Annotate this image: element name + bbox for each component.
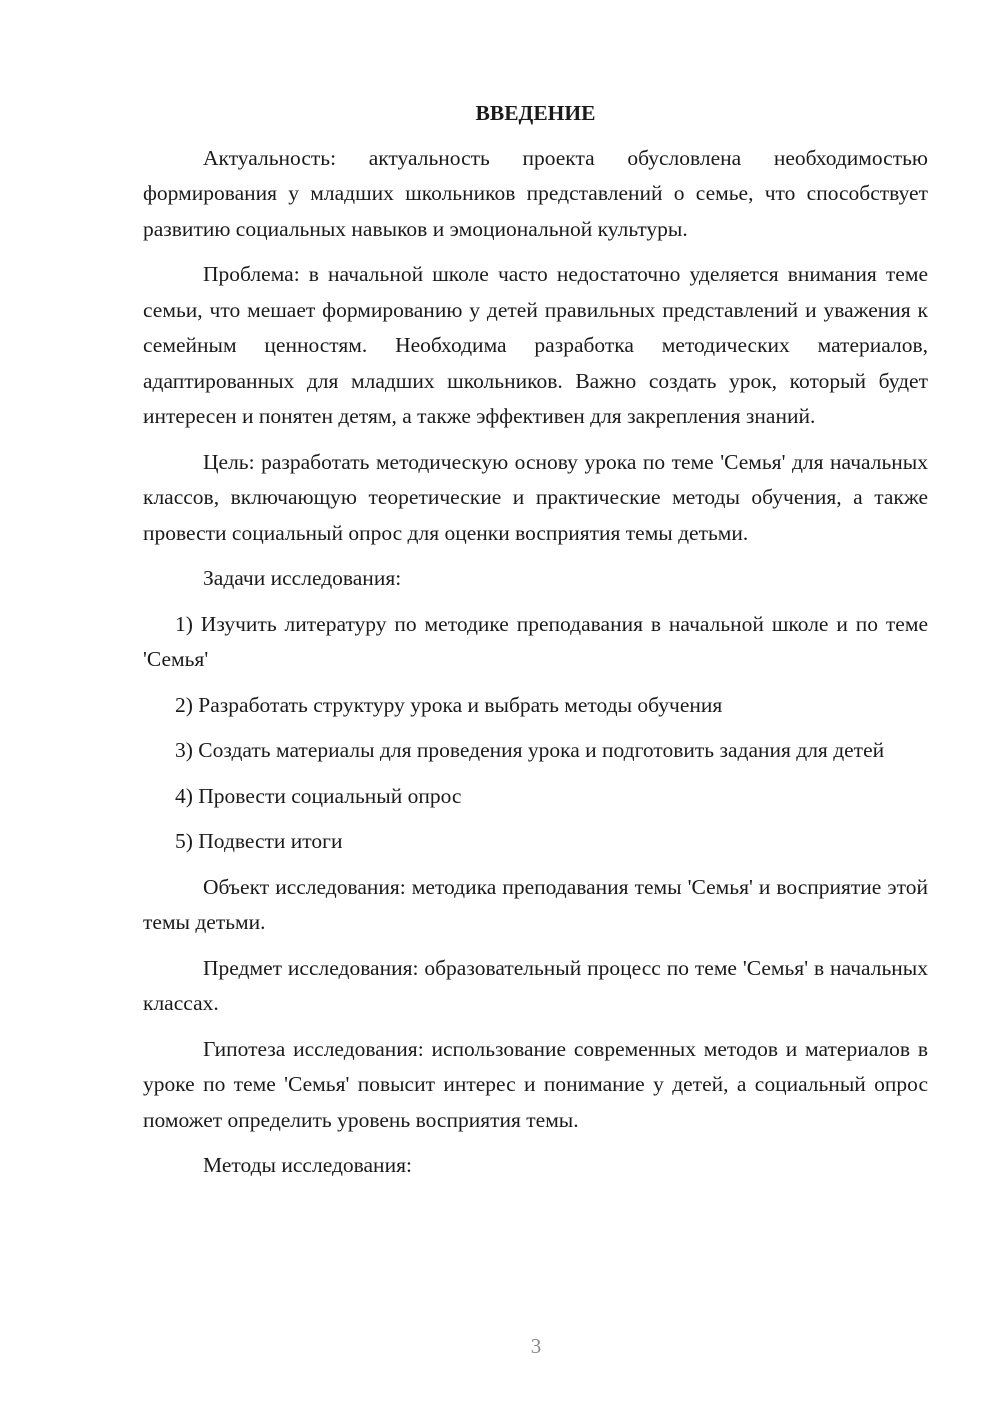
page-number: 3 [530, 1334, 542, 1358]
goal-paragraph: Цель: разработать методическую основу урока по теме 'Семья' для начальных классов, включающую теоретические и практические методы обучения, а также провести социальный опрос для оценки восприятия темы детьми. [143, 449, 928, 545]
document-body [143, 96, 928, 1194]
problem-paragraph: Проблема: в начальной школе часто недостаточно уделяется внимания теме семьи, что мешает формированию у детей правильных представлений и уважения к семейным ценностям. Необходима разработка методических материалов, адаптированных для младших школьников. Важно создать урок, который будет интересен и понятен детям, а также эффективен для закрепления знаний. [143, 262, 928, 428]
task-item-3: 3) Создать материалы для проведения урока и подготовить задания для детей [175, 738, 885, 762]
methods-title: Методы исследования: [203, 1153, 412, 1177]
hypothesis-paragraph: Гипотеза исследования: использование современных методов и материалов в уроке по теме 'Семья' повысит интерес и понимание у детей, а социальный опрос поможет определить уровень восприятия темы. [143, 1036, 928, 1132]
section-heading: ВВЕДЕНИЕ [475, 101, 596, 125]
relevance-paragraph: Актуальность: актуальность проекта обусловлена необходимостью формирования у младших школьников представлений о семье, что способствует развитию социальных навыков и эмоциональной культуры. [143, 145, 928, 241]
task-item-1: 1) Изучить литературу по методике преподавания в начальной школе и по теме 'Семья' [143, 611, 928, 671]
object-paragraph: Объект исследования: методика преподавания темы 'Семья' и восприятие этой темы детьми. [143, 874, 928, 934]
tasks-title: Задачи исследования: [203, 566, 402, 590]
task-item-5: 5) Подвести итоги [175, 829, 343, 853]
task-item-4: 4) Провести социальный опрос [175, 783, 462, 808]
task-item-2: 2) Разработать структуру урока и выбрать методы обучения [175, 692, 723, 717]
subject-paragraph: Предмет исследования: образовательный процесс по теме 'Семья' в начальных классах. [143, 955, 928, 1015]
